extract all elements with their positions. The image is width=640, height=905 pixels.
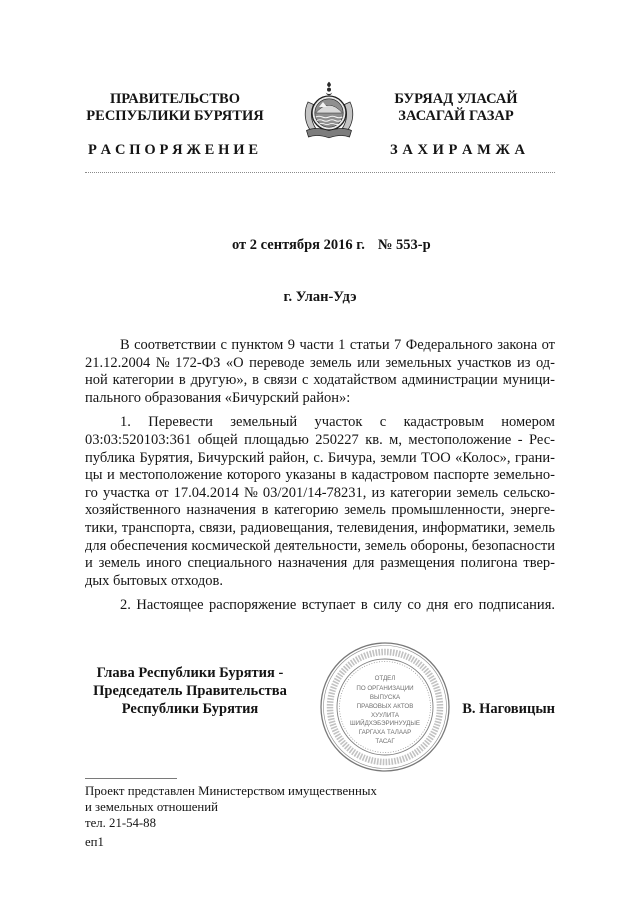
footer-line: тел. 21-54-88 [85, 816, 156, 830]
paragraph [85, 414, 555, 590]
body-line: го участка от 17.04.2014 № 03/201/14-78231, из категории земель сельско- [85, 484, 555, 501]
footer-code: еп1 [85, 835, 104, 849]
stamp-text: ШИЙДХЭБЭРИНУУДЫЕ [350, 720, 420, 727]
stamp-text: ПРАВОВЫХ АКТОВ [356, 703, 414, 710]
order-number: № 553-р [377, 237, 431, 253]
signatory-position-line: Республики Бурятия [121, 701, 259, 717]
stamp-text: ПО ОРГАНИЗАЦИИ [356, 685, 414, 692]
order-city: г. Улан-Удэ [283, 289, 357, 305]
header-right-line: ЗАСАГАЙ ГАЗАР [398, 108, 514, 124]
document-body [85, 337, 555, 615]
stamp-text: ГАРГАХА ТАЛААР [358, 729, 412, 736]
body-line: пального образования «Бичурский район»: [85, 389, 351, 406]
signatory-position-line: Председатель Правительства [93, 683, 287, 699]
header-left-line: ПРАВИТЕЛЬСТВО [110, 91, 240, 107]
signatory-position [85, 664, 295, 718]
paragraph [85, 337, 555, 407]
body-line: тики, транспорта, связи, радиовещания, телевидения, информатики, земель [85, 519, 555, 536]
footer-line: и земельных отношений [85, 800, 218, 814]
document-type-ru: Р А С П О Р Я Ж Е Н И Е [88, 141, 258, 158]
body-line: и земель иного специального назначения для размещения полигона твер- [85, 555, 555, 572]
body-line: цы и местоположение которого указаны в кадастровом паспорте земельно- [85, 467, 555, 484]
body-line: дых бытовых отходов. [85, 572, 223, 589]
body-line: хозяйственного назначения в категорию земель промышленности, энерге- [85, 502, 555, 519]
body-line: ной категории в другую», в связи с ходатайством администрации муници- [85, 372, 555, 389]
official-stamp-icon [318, 640, 452, 774]
coat-of-arms-icon [299, 81, 359, 141]
header-right-line: БУРЯАД УЛАСАЙ [394, 91, 518, 107]
body-line: 1. Перевести земельный участок с кадастровым номером [120, 414, 555, 431]
stamp-text: ОТДЕЛ [374, 675, 396, 682]
body-line: 2. Настоящее распоряжение вступает в силу со дня его подписания. [120, 597, 555, 614]
order-date: от 2 сентября 2016 г. [232, 237, 365, 253]
signatory-name: В. Наговицын [462, 701, 555, 717]
body-line: 03:03:520103:361 общей площадью 250227 кв. м, местоположение - Рес- [85, 431, 555, 448]
paragraph [85, 597, 555, 615]
footer-divider [85, 778, 177, 779]
stamp-text: ХУУЛИТА [371, 712, 399, 719]
signatory-position-line: Глава Республики Бурятия - [96, 665, 284, 681]
header-right [386, 91, 526, 125]
body-line: для обеспечения космической деятельности, земель обороны, безопасности [85, 537, 555, 554]
document-type-bua: З А Х И Р А М Ж А [390, 141, 525, 158]
header-left [82, 91, 268, 125]
body-line: публика Бурятия, Бичурский район, с. Бичура, земли ТОО «Колос», грани- [85, 449, 555, 466]
footer-line: Проект представлен Министерством имущественных [85, 784, 377, 798]
body-line: В соответствии с пунктом 9 части 1 статьи 7 Федерального закона от [120, 337, 555, 353]
footer-note [85, 783, 377, 831]
stamp-text: ТАСАГ [375, 738, 395, 745]
body-line: 21.12.2004 № 172-ФЗ «О переводе земель или земельных участков из од- [85, 354, 555, 371]
header-divider [85, 172, 555, 173]
stamp-text: ВЫПУСКА [369, 694, 401, 701]
order-line [232, 236, 431, 254]
header-left-line: РЕСПУБЛИКИ БУРЯТИЯ [86, 108, 264, 124]
